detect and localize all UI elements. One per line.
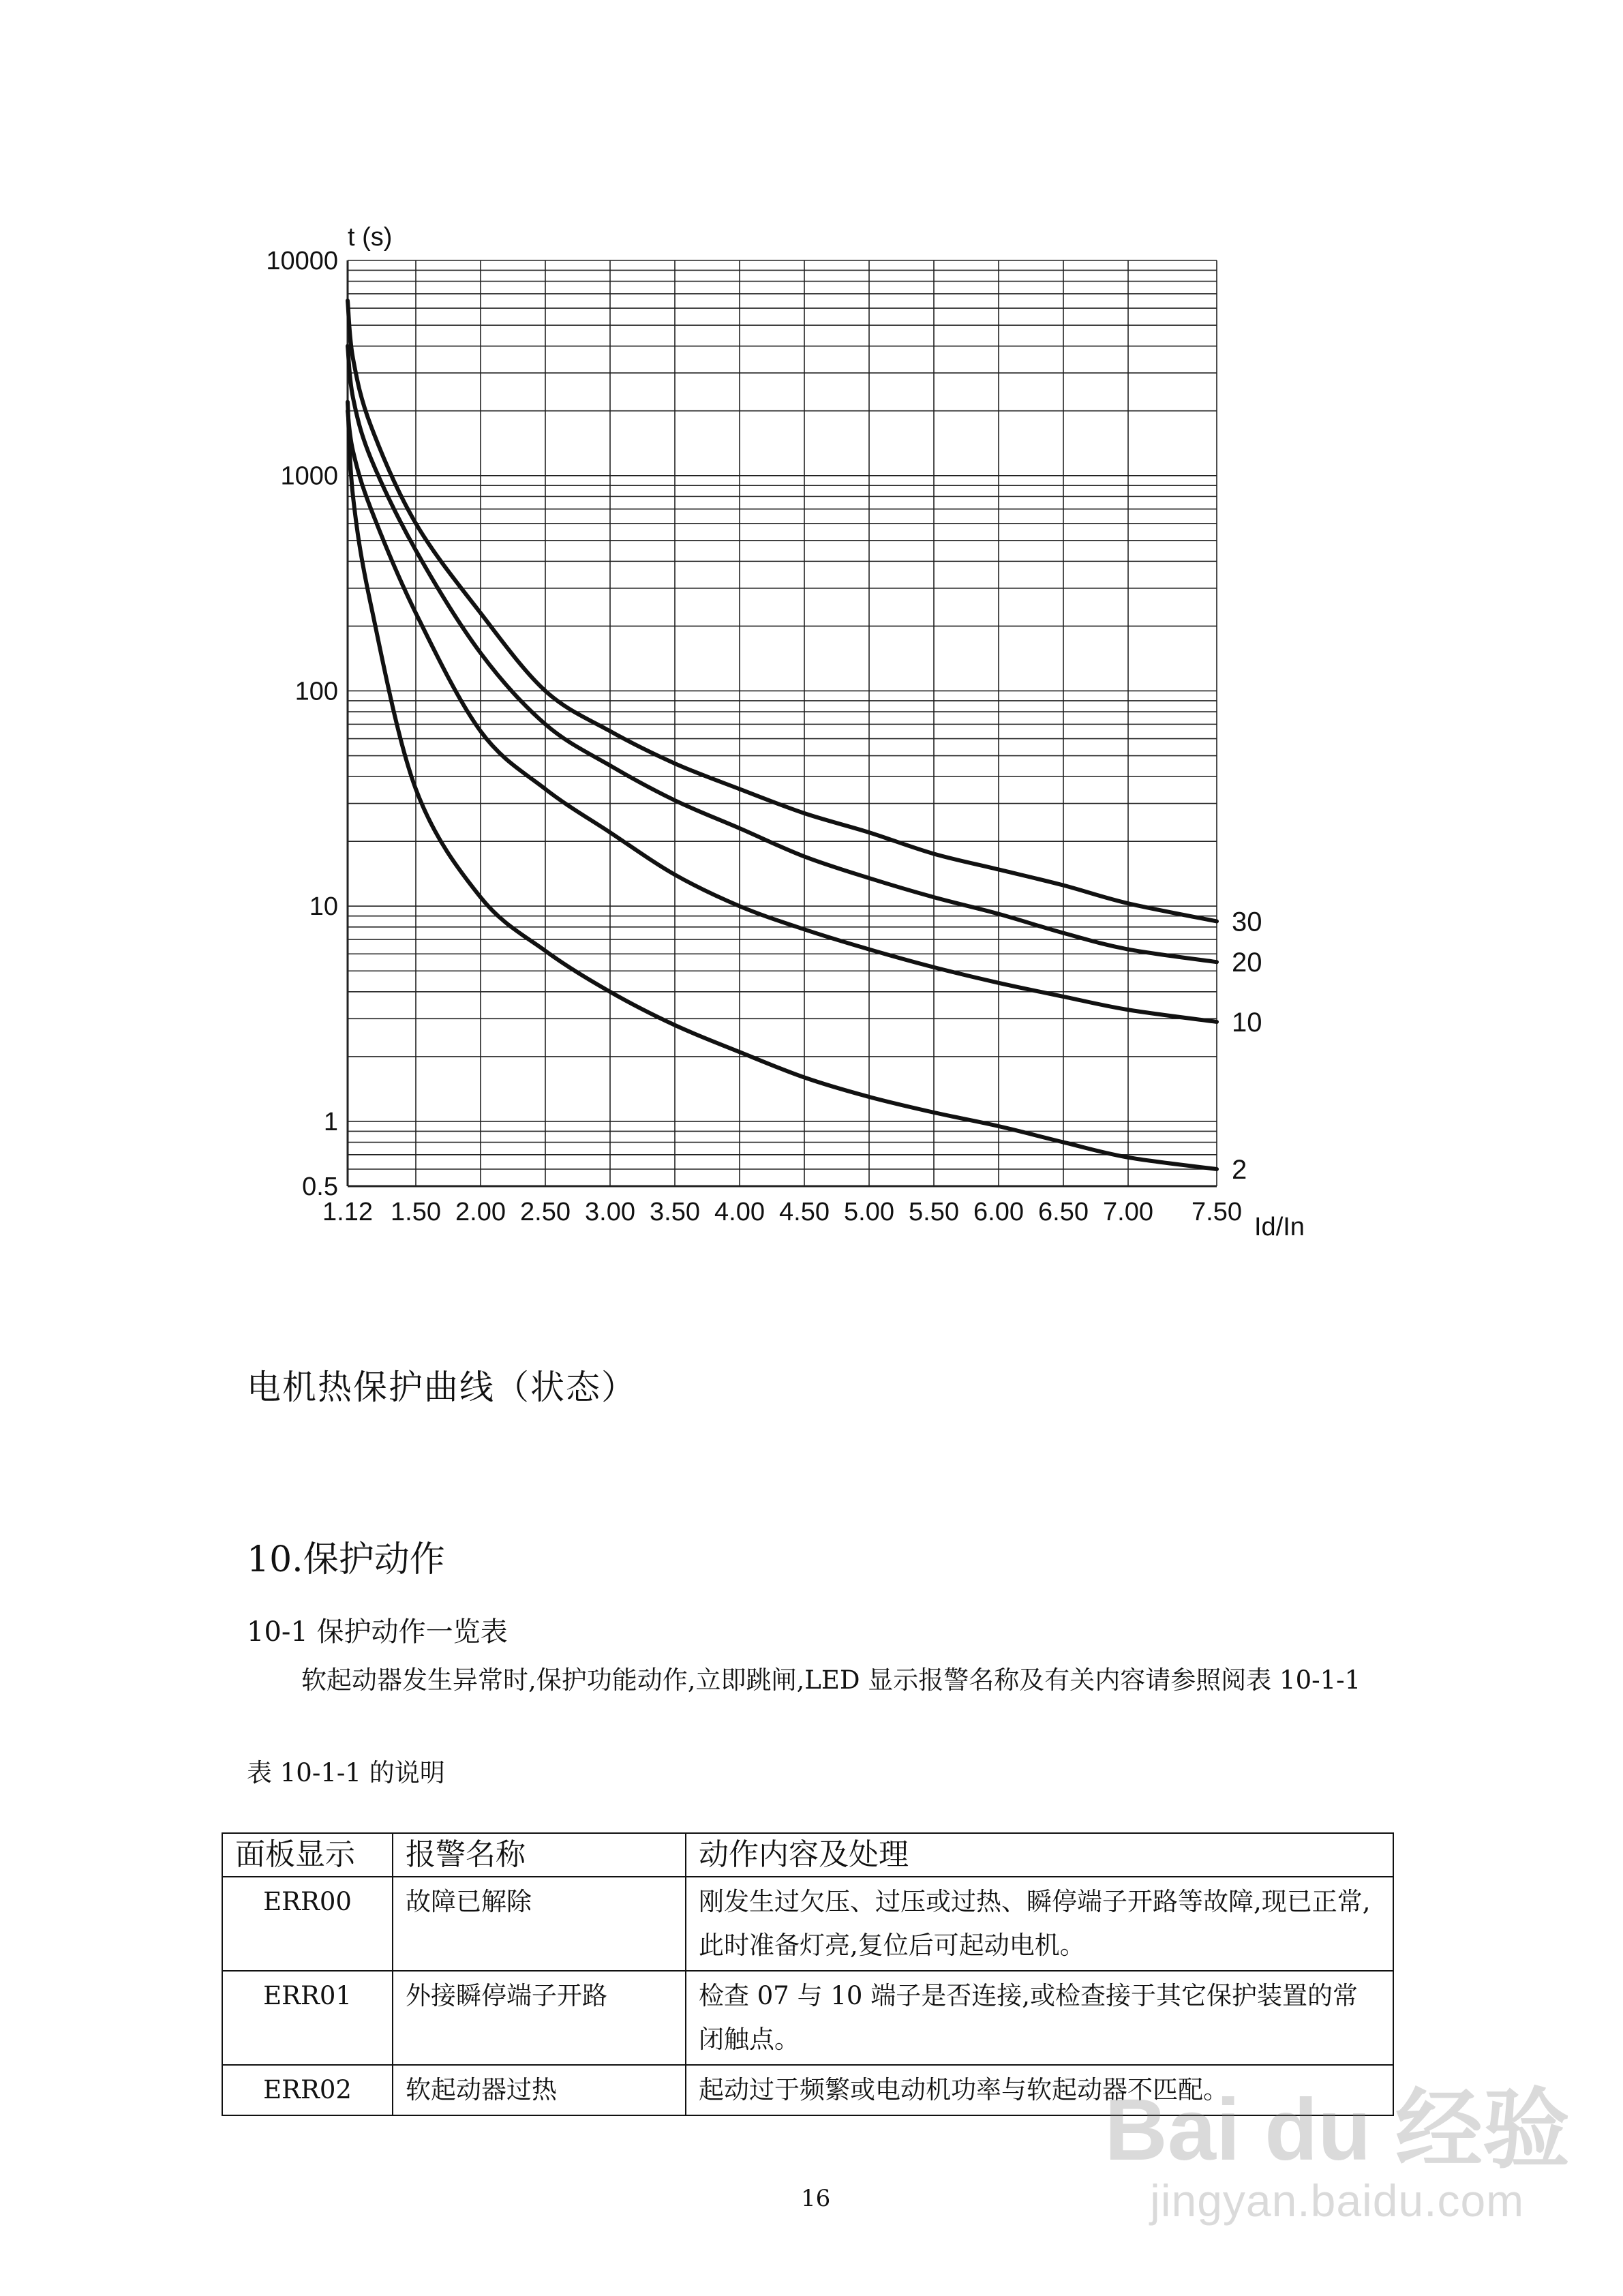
curve-10	[348, 411, 1217, 1022]
y-tick-label: 100	[294, 677, 338, 706]
x-tick-label: 5.00	[844, 1198, 894, 1226]
table-row	[222, 1971, 1393, 2065]
subsection-title: 10-1 保护动作一览表	[247, 1616, 508, 1648]
alarm-name: 故障已解除	[393, 1877, 686, 1971]
action-description: 起动过于频繁或电动机功率与软起动器不匹配。	[686, 2065, 1393, 2115]
x-tick-label: 6.50	[1038, 1198, 1089, 1226]
curve-20	[348, 346, 1217, 963]
table-note: 表 10-1-1 的说明	[247, 1758, 445, 1787]
error-code: ERR00	[222, 1877, 393, 1971]
y-tick-label: 10	[309, 892, 338, 922]
series-label-2: 2	[1232, 1154, 1247, 1185]
action-description: 检查 07 与 10 端子是否连接,或检查接于其它保护装置的常闭触点。	[686, 1971, 1393, 2065]
x-tick-label: 4.50	[779, 1198, 830, 1226]
figure-caption: 电机热保护曲线（状态）	[247, 1368, 637, 1407]
x-tick-label: 1.12	[322, 1198, 373, 1226]
baidu-watermark	[1104, 2081, 1570, 2226]
baidu-logo: Bai du 经验	[1104, 2081, 1570, 2179]
x-tick-label: 5.50	[909, 1198, 959, 1226]
x-tick-label: 6.00	[973, 1198, 1024, 1226]
section-title: 10.保护动作	[247, 1539, 445, 1580]
axis-ticks	[266, 247, 1242, 1226]
y-tick-label: 0.5	[302, 1173, 338, 1201]
curve-2	[348, 402, 1217, 1169]
x-tick-label: 3.00	[585, 1198, 635, 1226]
header-panel-display: 面板显示	[222, 1833, 393, 1877]
series-label-10: 10	[1232, 1007, 1262, 1038]
table-header-row	[222, 1833, 1393, 1877]
error-code: ERR02	[222, 2065, 393, 2115]
alarm-name: 软起动器过热	[393, 2065, 686, 2115]
x-tick-label: 2.50	[520, 1198, 571, 1226]
y-axis-label: t (s)	[348, 223, 393, 252]
series-labels	[1232, 907, 1262, 1185]
series-label-20: 20	[1232, 948, 1262, 978]
table-row	[222, 1877, 1393, 1971]
alarm-name: 外接瞬停端子开路	[393, 1971, 686, 2065]
intro-paragraph	[247, 1658, 1406, 1703]
series-label-30: 30	[1232, 907, 1262, 937]
x-tick-label: 4.00	[714, 1198, 765, 1226]
x-tick-label: 3.50	[650, 1198, 700, 1226]
chart-curves	[348, 301, 1217, 1169]
action-description: 刚发生过欠压、过压或过热、瞬停端子开路等故障,现已正常,此时准备灯亮,复位后可起动电机。	[686, 1877, 1393, 1971]
x-tick-label: 7.50	[1192, 1198, 1242, 1226]
error-code: ERR01	[222, 1971, 393, 2065]
intro-paragraph-text: 软起动器发生异常时,保护功能动作,立即跳闸,LED 显示报警名称及有关内容请参照阅表 10-1-1	[301, 1665, 1361, 1695]
protection-table	[222, 1832, 1394, 2116]
thermal-protection-chart	[225, 205, 1350, 1295]
y-tick-label: 1	[323, 1107, 338, 1136]
chart-grid	[348, 260, 1217, 1186]
watermark-site: jingyan.baidu.com	[1150, 2175, 1525, 2226]
x-tick-label: 2.00	[455, 1198, 506, 1226]
y-tick-label: 1000	[280, 462, 338, 491]
header-action: 动作内容及处理	[686, 1833, 1393, 1877]
page-number: 16	[801, 2185, 831, 2212]
header-alarm-name: 报警名称	[393, 1833, 686, 1877]
x-tick-label: 7.00	[1103, 1198, 1153, 1226]
curve-30	[348, 301, 1217, 921]
y-tick-label: 10000	[266, 247, 338, 275]
x-axis-label: Id/In	[1254, 1213, 1305, 1241]
x-tick-label: 1.50	[391, 1198, 441, 1226]
